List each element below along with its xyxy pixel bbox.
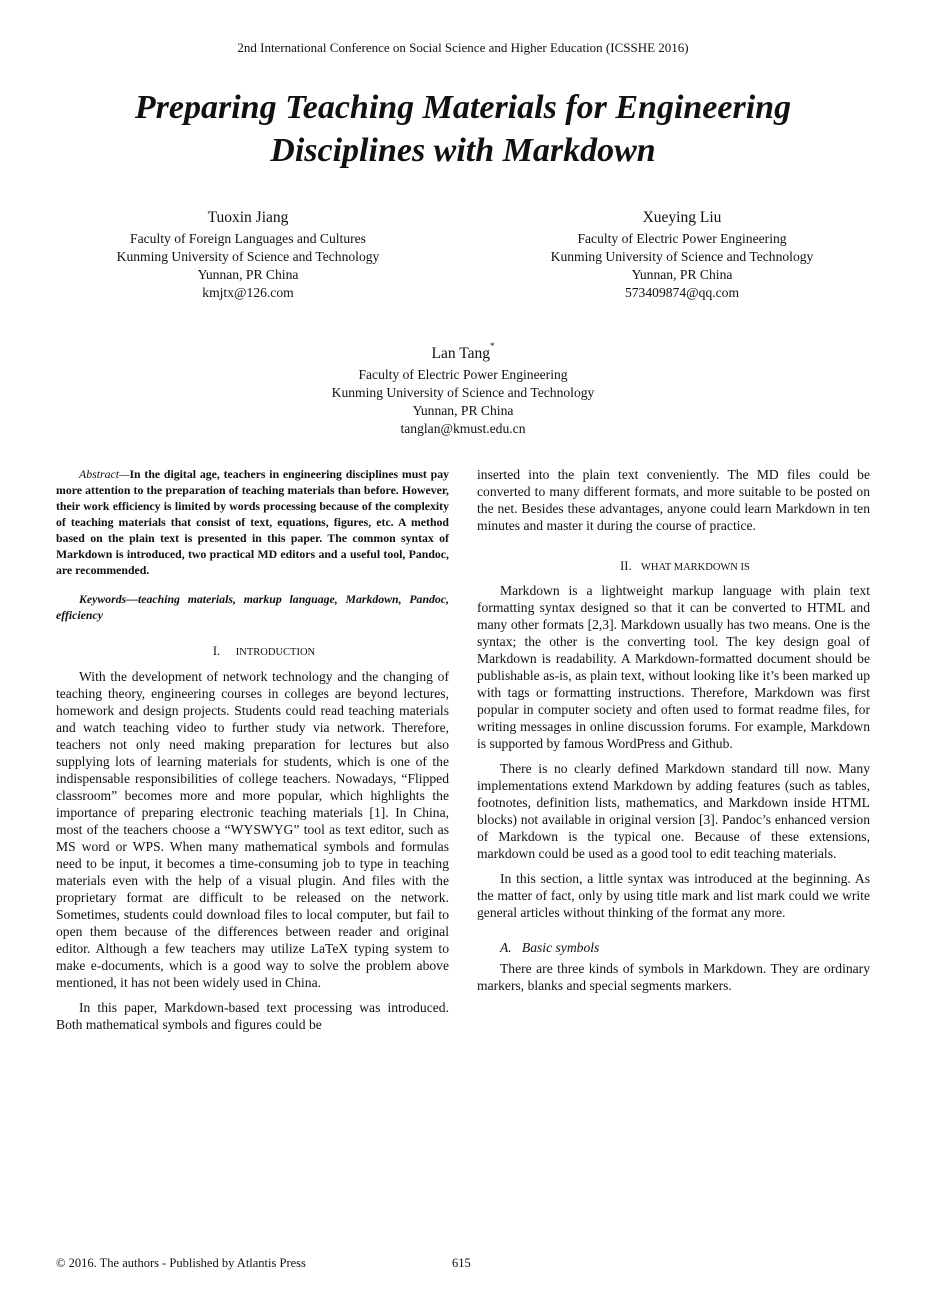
subsection-title: Basic symbols: [521, 940, 600, 955]
keywords: Keywords—teaching materials, markup language, Markdown, Pandoc, efficiency: [56, 592, 449, 622]
conference-header: 2nd International Conference on Social Science and Higher Education (ICSSHE 2016): [237, 40, 689, 55]
paragraph: inserted into the plain text conveniently. The MD files could be converted to many different formats, and more suitable to be posted on the net. Besides these advantages, anyone could learn Markdown in ten minutes and master it during the course of practice.: [477, 467, 870, 533]
author-univ: Kunming University of Science and Technology: [116, 249, 380, 264]
author-location: Yunnan, PR China: [412, 403, 514, 418]
section-number: II.: [620, 559, 632, 573]
section-heading-what-markdown-is: [477, 558, 870, 576]
abstract: [56, 466, 449, 578]
paper-title: [60, 86, 866, 172]
author-univ: Kunming University of Science and Technology: [550, 249, 814, 264]
author-dept: Faculty of Electric Power Engineering: [577, 231, 787, 246]
section-number: I.: [212, 644, 221, 658]
paragraph: Markdown is a lightweight markup language with plain text formatting syntax designed so that it can be converted to HTML and many other formats [2,3]. Markdown usually has two means. One is the syntax; the other is the converting tool. The key design goal of Markdown is readability. A Markdown-formatted document should be publishable as-is, as plain text, without looking like it’s been marked up with tags or formatting instructions. Therefore, Markdown was first popular in computer society and often used to format readme files, for writing messages in online discussion forums. For example, Markdown is supported by famous WordPress and Github.: [477, 583, 870, 751]
paragraph: In this section, a little syntax was introduced at the beginning. As the matter of fact, only by using title mark and list mark could we write general articles without thinking of the format any more.: [477, 871, 870, 920]
author-email: kmjtx@126.com: [202, 285, 294, 300]
page-number: 615: [452, 1256, 471, 1270]
title-line-2: Disciplines with Markdown: [270, 132, 656, 169]
right-column: [477, 466, 870, 994]
author-block-3: [263, 336, 663, 438]
author-block-1: [60, 208, 436, 302]
paragraph: With the development of network technology and the changing of teaching theory, engineering courses in colleges are beyond lectures, homework and design projects. Students could read teaching materials and watch teaching video to further study via network. Therefore, teachers not only need making preparation for lectures but also supplying lots of learning materials for students, which is one of the indispensable responsibilities of college teachers. Nowadays, “Flipped classroom” becomes more and more popular, which highlights the importance of preparing electronic teaching materials [1]. In China, most of the teachers choose a “WYSWYG” tool as text editor, such as MS word or WPS. When many mathematical symbols and formulas need to be input, it becomes a time-consuming job to type in teaching materials even with the help of a visual plugin. And files with the proprietary format are difficult to be released on the network. Sometimes, students could download files to local computer, but fail to open them because of the differences between reader and original editor. Although a few teachers may utilize LaTeX typing system to make e-documents, which is a good way to solve the problem above mentioned, it has not been widely used in China.: [56, 669, 449, 990]
section-heading-introduction: [56, 643, 449, 661]
abstract-lead: Abstract—: [79, 467, 130, 481]
author-location: Yunnan, PR China: [197, 267, 299, 282]
author-block-2: [494, 208, 870, 302]
subsection-heading: [477, 939, 870, 956]
author-name: [263, 336, 663, 364]
author-name: Xueying Liu: [642, 209, 722, 226]
subsection-label: A.: [500, 940, 512, 955]
title-line-1: Preparing Teaching Materials for Engineering: [134, 89, 792, 126]
left-column: [56, 466, 449, 1033]
paragraph: There are three kinds of symbols in Markdown. They are ordinary markers, blanks and special segments markers.: [477, 961, 870, 993]
author-email: tanglan@kmust.edu.cn: [400, 421, 526, 436]
corresponding-mark: *: [489, 341, 495, 351]
author-dept: Faculty of Electric Power Engineering: [358, 367, 568, 382]
author-location: Yunnan, PR China: [631, 267, 733, 282]
section-title: INTRODUCTION: [235, 647, 316, 658]
author-email: 573409874@qq.com: [624, 285, 740, 300]
author-name-text: Lan Tang: [431, 345, 490, 362]
paragraph: There is no clearly defined Markdown standard till now. Many implementations extend Markdown by adding features (such as tables, footnotes, definition lists, mathematics, and Markdown inside HTML blocks) not available in original version [3]. Pandoc’s enhanced version of Markdown is the typical one. Because of these extensions, markdown could be used as a good tool to edit teaching materials.: [477, 761, 870, 861]
section-title: WHAT MARKDOWN IS: [640, 562, 750, 573]
abstract-text: In the digital age, teachers in engineering disciplines must pay more attention to the preparation of teaching materials than before. However, their work efficiency is limited by words processing because of the complexity of teaching materials that consist of text, equations, figures, etc. A method based on the plain text is presented in this paper. The common syntax of Markdown is introduced, two practical MD editors and a useful tool, Pandoc, are recommended.: [56, 467, 449, 577]
author-dept: Faculty of Foreign Languages and Cultures: [130, 231, 366, 246]
author-name: Tuoxin Jiang: [207, 209, 289, 226]
author-univ: Kunming University of Science and Technology: [331, 385, 595, 400]
paragraph: In this paper, Markdown-based text processing was introduced. Both mathematical symbols and figures could be: [56, 1000, 449, 1032]
footer-copyright: © 2016. The authors - Published by Atlantis Press: [56, 1256, 306, 1270]
